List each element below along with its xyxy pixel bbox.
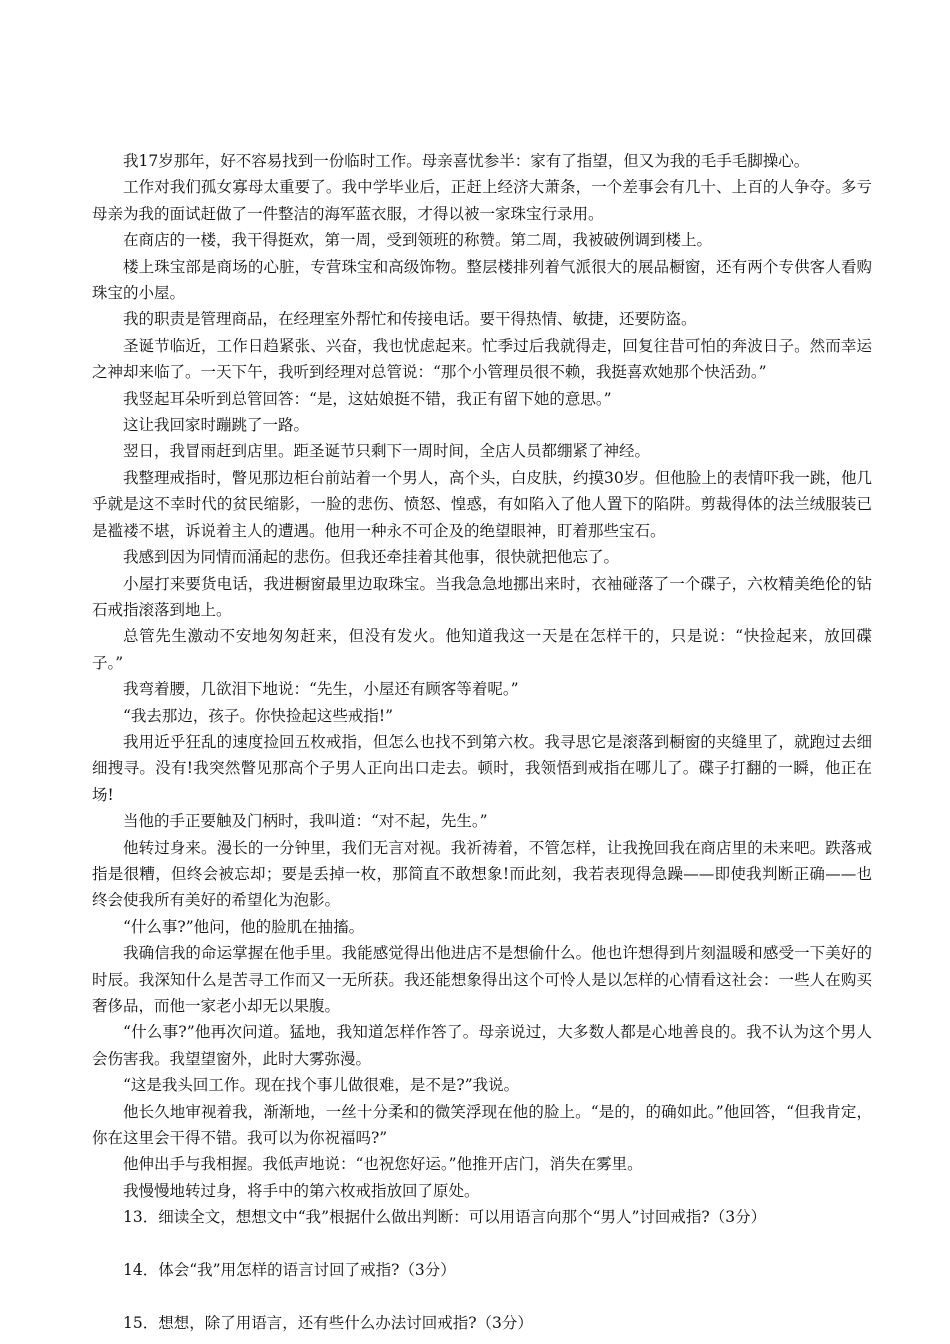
paragraph: 在商店的一楼，我干得挺欢，第一周，受到领班的称赞。第二周，我被破例调到楼上。 [123,231,713,250]
paragraph: 翌日，我冒雨赶到店里。距圣诞节只剩下一周时间，全店人员都绷紧了神经。 [123,442,651,461]
paragraph: 圣诞节临近，工作日趋紧张、兴奋，我也忧虑起来。忙季过后我就得走，回复往昔可怕的奔波日子。然而幸运之神却来临了。一天下午，我听到经理对总管说：“那个小管理员很不赖，我挺喜欢她那个快活劲。” [92,336,872,382]
paragraph: 工作对我们孤女寡母太重要了。我中学毕业后，正赶上经济大萧条，一个差事会有几十、上百的人争夺。多亏母亲为我的面试赶做了一件整洁的海军蓝衣服，才得以被一家珠宝行录用。 [92,178,872,223]
paragraph: 他转过身来。漫长的一分钟里，我们无言对视。我祈祷着，不管怎样，让我挽回我在商店里的未来吧。跌落戒指是很糟，但终会被忘却；要是丢掉一枚，那简直不敢想象!而此刻，我若表现得急躁——即使我判断正确——也终会使我所有美好的希望化为泡影。 [92,838,872,910]
paragraph: “什么事?”他再次问道。猛地，我知道怎样作答了。母亲说过，大多数人都是心地善良的。我不认为这个男人会伤害我。我望望窗外，此时大雾弥漫。 [92,1023,872,1068]
paragraph: 我整理戒指时，瞥见那边柜台前站着一个男人，高个头，白皮肤，约摸30岁。但他脸上的表情吓我一跳，他几乎就是这不幸时代的贫民缩影，一脸的悲伤、愤怒、惶惑，有如陷入了他人置下的陷阱。剪裁得体的法兰绒服装已是褴褛不堪，诉说着主人的遭遇。他用一种永不可企及的绝望眼神，盯着那些宝石。 [92,468,872,540]
paragraph: “这是我头回工作。现在找个事儿做很难，是不是?”我说。 [123,1076,520,1095]
question-15: 15．想想，除了用语言，还有些什么办法讨回戒指?（3分） [123,1313,533,1332]
article-body [92,148,872,1336]
paragraph: 我慢慢地转过身，将手中的第六枚戒指放回了原处。 [123,1181,480,1200]
paragraph: 我感到因为同情而涌起的悲伤。但我还牵挂着其他事，很快就把他忘了。 [123,548,620,567]
paragraph: “我去那边，孩子。你快捡起这些戒指!” [123,706,394,725]
paragraph: 我竖起耳朵听到总管回答：“是，这姑娘挺不错，我正有留下她的意思。” [123,389,612,408]
paragraph: 我用近乎狂乱的速度捡回五枚戒指，但怎么也找不到第六枚。我寻思它是滚落到橱窗的夹缝里了，就跑过去细细搜寻。没有!我突然瞥见那高个子男人正向出口走去。顿时，我领悟到戒指在哪儿了。碟子打翻的一瞬，他正在场! [92,732,872,804]
paragraph: “什么事?”他问，他的脸肌在抽搐。 [123,917,365,936]
question-14: 14．体会“我”用怎样的语言讨回了戒指?（3分） [123,1261,456,1280]
paragraph: 他伸出手与我相握。我低声地说：“也祝您好运。”他推开店门，消失在雾里。 [123,1155,643,1174]
paragraph: 总管先生激动不安地匆匆赶来，但没有发火。他知道我这一天是在怎样干的，只是说：“快捡起来，放回碟子。” [92,627,872,672]
question-13: 13．细读全文，想想文中“我”根据什么做出判断：可以用语言向那个“男人”讨回戒指?（3分） [123,1208,767,1227]
paragraph: 他长久地审视着我，渐渐地，一丝十分柔和的微笑浮现在他的脸上。“是的，的确如此。”他回答，“但我肯定，你在这里会干得不错。我可以为你祝福吗?” [92,1102,872,1148]
paragraph: 我的职责是管理商品，在经理室外帮忙和传接电话。要干得热情、敏捷，还要防盗。 [123,310,697,329]
paragraph: 这让我回家时蹦跳了一路。 [123,416,310,435]
paragraph: 楼上珠宝部是商场的心脏，专营珠宝和高级饰物。整层楼排列着气派很大的展品橱窗，还有两个专供客人看购珠宝的小屋。 [92,257,872,303]
paragraph: 小屋打来要货电话，我进橱窗最里边取珠宝。当我急急地挪出来时，衣袖碰落了一个碟子，六枚精美绝伦的钻石戒指滚落到地上。 [92,574,872,619]
paragraph: 我17岁那年，好不容易找到一份临时工作。母亲喜忧参半：家有了指望，但又为我的毛手毛脚操心。 [123,152,810,170]
paragraph: 我确信我的命运掌握在他手里。我能感觉得出他进店不是想偷什么。他也许想得到片刻温暖和感受一下美好的时辰。我深知什么是苦寻工作而又一无所获。我还能想象得出这个可怜人是以怎样的心情看这社会：一些人在购买奢侈品，而他一家老小却无以果腹。 [92,944,872,1015]
paragraph: 当他的手正要触及门柄时，我叫道：“对不起，先生。” [123,812,488,831]
paragraph: 我弯着腰，几欲泪下地说：“先生，小屋还有顾客等着呢。” [123,680,519,699]
